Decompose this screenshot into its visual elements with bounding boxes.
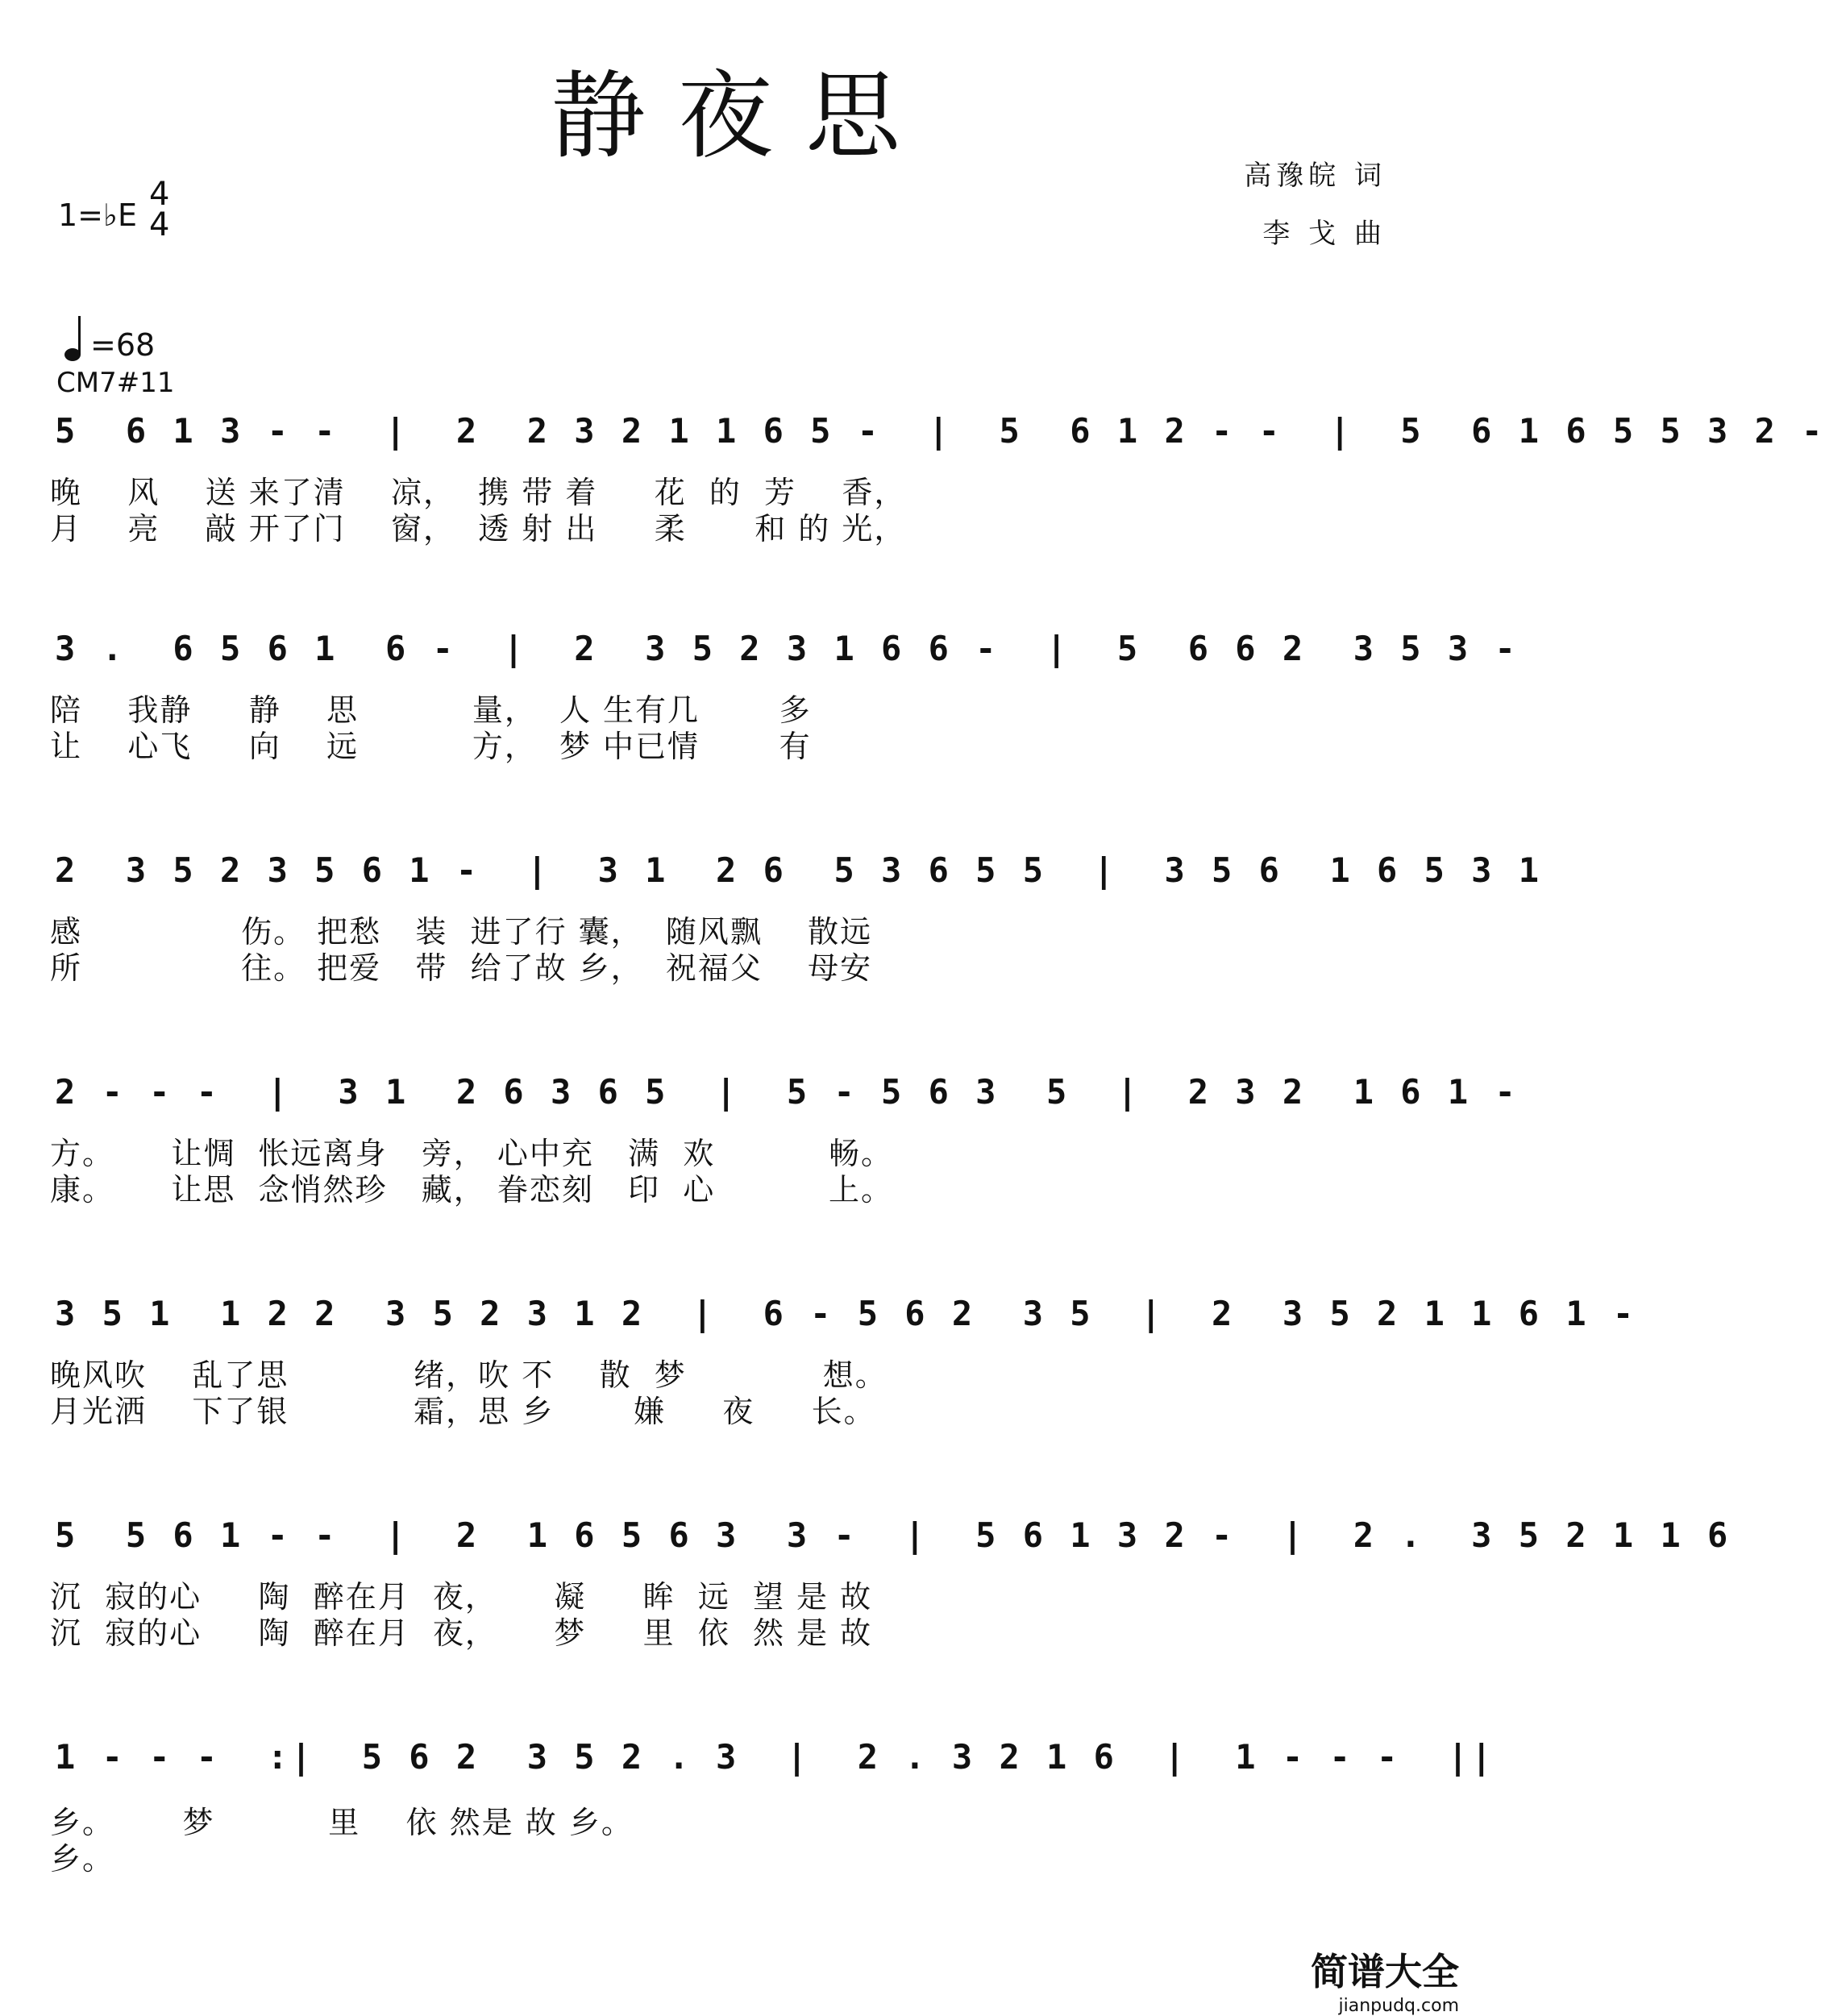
lyrics-line-6a: 沉 寂的心 陶 醉在月 夜， 凝 眸 远 望 是 故 xyxy=(50,1579,873,1615)
composer-credit: 李 戈 曲 xyxy=(1262,218,1386,250)
notation-line-4: 2 - - - | 3 1 2 6 3 6 5 | 5 - 5 6 3 5 | 2 3 2 1 6 1 - xyxy=(55,1072,1519,1112)
lyrics-line-7a: 乡。 梦 里 依 然是 故 乡。 xyxy=(50,1805,634,1840)
quarter-note-icon xyxy=(64,314,85,363)
time-signature xyxy=(149,176,170,243)
lyrics-line-5a: 晚风吹 乱了思 绪，吹 不 散 梦 想。 xyxy=(50,1357,888,1393)
lyrics-line-3b: 所 往。 把爱 带 给了故 乡， 祝福父 母安 xyxy=(50,950,873,986)
lyrics-line-1b: 月 亮 敲 开了门 窗， 透 射 出 柔 和 的 光， xyxy=(50,511,907,547)
time-signature-top: 4 xyxy=(149,176,170,213)
lyrics-line-7b: 乡。 xyxy=(50,1841,115,1877)
lyrics-line-4b: 康。 让思 念悄然珍 藏， 眷恋刻 印 心 上。 xyxy=(50,1172,894,1208)
lyrics-line-3a: 感 伤。 把愁 装 进了行 囊， 随风飘 散远 xyxy=(50,914,873,950)
lyrics-line-2a: 陪 我静 静 思 量， 人 生有几 多 xyxy=(50,692,812,728)
lyricist-credit: 高豫皖 词 xyxy=(1244,160,1386,192)
song-title: 静夜思 xyxy=(550,60,933,172)
lyrics-line-5b: 月光洒 下了银 霜，思 乡 嫌 夜 长。 xyxy=(50,1394,876,1429)
notation-line-6: 5 5 6 1 - - | 2 1 6 5 6 3 3 - | 5 6 1 3 2 - | 2 . 3 5 2 1 1 6 xyxy=(55,1515,1731,1555)
key-signature: 1=♭E xyxy=(58,197,137,233)
watermark-logo xyxy=(1311,1943,1459,2016)
notation-line-7: 1 - - - :| 5 6 2 3 5 2 . 3 | 2 . 3 2 1 6 | 1 - - - || xyxy=(55,1737,1495,1777)
time-signature-bottom: 4 xyxy=(149,206,170,243)
watermark-name: 简谱大全 xyxy=(1311,1950,1459,1993)
notation-line-2: 3 . 6 5 6 1 6 - | 2 3 5 2 3 1 6 6 - | 5 6 6 2 3 5 3 - xyxy=(55,629,1519,668)
lyrics-line-6b: 沉 寂的心 陶 醉在月 夜， 梦 里 依 然 是 故 xyxy=(50,1615,873,1651)
lyrics-line-1a: 晚 风 送 来了清 凉， 携 带 着 花 的 芳 香， xyxy=(50,475,907,510)
notation-line-3: 2 3 5 2 3 5 6 1 - | 3 1 2 6 5 3 6 5 5 | 3 5 6 1 6 5 3 1 xyxy=(55,850,1543,890)
watermark-url: jianpudq.com xyxy=(1338,1996,1459,2016)
lyrics-line-4a: 方。 让惆 怅远离身 旁， 心中充 满 欢 畅。 xyxy=(50,1136,894,1171)
notation-line-5: 3 5 1 1 2 2 3 5 2 3 1 2 | 6 - 5 6 2 3 5 | 2 3 5 2 1 1 6 1 - xyxy=(55,1294,1637,1333)
tempo-marking xyxy=(64,314,155,363)
notation-line-1: 5 6 1 3 - - | 2 2 3 2 1 1 6 5 - | 5 6 1 2 - - | 5 6 1 6 5 5 3 2 - xyxy=(55,411,1825,451)
lyrics-line-2b: 让 心飞 向 远 方， 梦 中已情 有 xyxy=(50,729,812,764)
tempo-value: =68 xyxy=(90,327,156,363)
chord-symbol: CM7#11 xyxy=(56,367,175,399)
